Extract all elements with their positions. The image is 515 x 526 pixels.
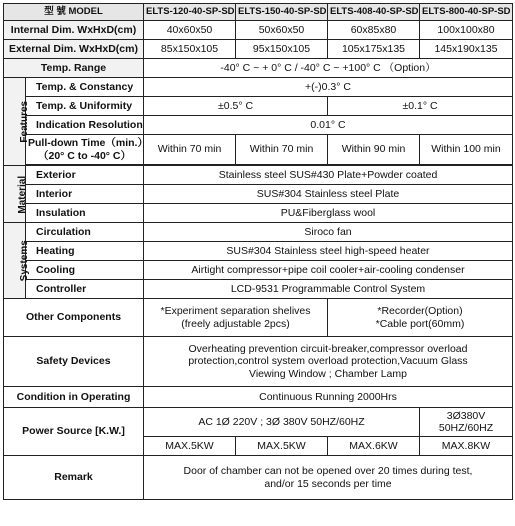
condition-row <box>4 387 513 408</box>
features-group-label <box>4 78 31 166</box>
internal-dim-1: 40x60x50 <box>144 21 236 40</box>
safety-line1: Overheating prevention circuit-breaker,compressor overload <box>188 343 468 356</box>
internal-dim-3: 60x85x80 <box>328 21 420 40</box>
uniformity-row <box>4 97 513 116</box>
pulldown-3: Within 90 min <box>328 135 420 165</box>
remark-row <box>4 456 513 500</box>
safety-line2: protection,control system overload protection,Vacuum Glass <box>188 355 468 368</box>
pulldown-2: Within 70 min <box>236 135 328 165</box>
cooling-label: Cooling <box>26 261 144 280</box>
safety-row <box>4 337 513 387</box>
model-2: ELTS-150-40-SP-SD <box>236 4 328 21</box>
interior-value: SUS#304 Stainless steel Plate <box>144 185 513 204</box>
remark-value <box>144 456 513 500</box>
model-3: ELTS-408-40-SP-SD <box>328 4 420 21</box>
other-components-right <box>328 299 513 337</box>
exterior-value: Stainless steel SUS#430 Plate+Powder coated <box>144 166 513 185</box>
circulation-label: Circulation <box>26 223 144 242</box>
pulldown-1: Within 70 min <box>144 135 236 165</box>
cooling-value: Airtight compressor+pipe coil cooler+air-cooling condenser <box>144 261 513 280</box>
remark-line1: Door of chamber can not be opened over 20 times during test, <box>183 465 473 478</box>
other-components-right-line1: *Recorder(Option) <box>377 305 463 318</box>
power-source-b-line2: 50HZ/60HZ <box>438 422 494 434</box>
power-source-b <box>420 408 513 437</box>
controller-value: LCD-9531 Programmable Control System <box>144 280 513 299</box>
systems-label: Systems <box>18 240 30 282</box>
features-label: Features <box>19 101 31 143</box>
other-components-left <box>144 299 328 337</box>
external-dim-2: 95x150x105 <box>236 40 328 59</box>
external-dim-3: 105x175x135 <box>328 40 420 59</box>
resolution-label: Indication Resolution <box>26 116 144 135</box>
systems-group-label <box>4 223 30 299</box>
internal-dim-4: 100x100x80 <box>420 21 513 40</box>
pulldown-label-line1: Pull-down Time（min.） <box>28 137 148 150</box>
controller-label: Controller <box>26 280 144 299</box>
internal-dim-label: Internal Dim. WxHxD(cm) <box>4 21 144 40</box>
other-components-label: Other Components <box>4 299 144 337</box>
material-group-label <box>4 166 29 223</box>
power-max-3: MAX.6KW <box>328 437 420 456</box>
constancy-value: +(-)0.3° C <box>144 78 513 97</box>
cooling-row <box>4 261 513 280</box>
circulation-value: Siroco fan <box>144 223 513 242</box>
pulldown-row <box>4 135 513 165</box>
header-row <box>4 4 513 21</box>
interior-row <box>4 185 513 204</box>
safety-line3: Viewing Window ; Chamber Lamp <box>249 367 407 380</box>
circulation-row <box>4 223 513 242</box>
power-max-4: MAX.8KW <box>420 437 513 456</box>
exterior-row <box>4 166 513 185</box>
insulation-value: PU&Fiberglass wool <box>144 204 513 223</box>
spec-table <box>3 3 513 500</box>
power-max-1: MAX.5KW <box>144 437 236 456</box>
power-source-row <box>4 408 513 437</box>
external-dim-label: External Dim. WxHxD(cm) <box>4 40 144 59</box>
power-source-b-line1: 3Ø380V <box>446 409 486 422</box>
uniformity-value-b: ±0.1° C <box>328 97 513 116</box>
constancy-row <box>4 78 513 97</box>
pulldown-4: Within 100 min <box>420 135 513 165</box>
safety-label: Safety Devices <box>4 337 144 387</box>
other-components-left-line1: *Experiment separation shelives <box>160 305 311 318</box>
model-4: ELTS-800-40-SP-SD <box>420 4 513 21</box>
internal-dim-row <box>4 21 513 40</box>
spec-sheet <box>3 3 512 523</box>
insulation-label: Insulation <box>26 204 144 223</box>
external-dim-1: 85x150x105 <box>144 40 236 59</box>
controller-row <box>4 280 513 299</box>
power-source-a: AC 1Ø 220V ; 3Ø 380V 50HZ/60HZ <box>144 408 420 437</box>
condition-value: Continuous Running 2000Hrs <box>144 387 513 408</box>
power-label: Power Source [K.W.] <box>4 408 144 456</box>
other-components-row <box>4 299 513 337</box>
other-components-right-line2: *Cable port(60mm) <box>375 317 465 330</box>
temp-range-value: -40° C ~ + 0° C / -40° C ~ +100° C （Option） <box>144 59 513 78</box>
model-1: ELTS-120-40-SP-SD <box>144 4 236 21</box>
uniformity-value-a: ±0.5° C <box>144 97 328 116</box>
resolution-value: 0.01° C <box>144 116 513 135</box>
remark-label: Remark <box>4 456 144 500</box>
pulldown-label <box>26 135 148 165</box>
external-dim-4: 145x190x135 <box>420 40 513 59</box>
constancy-label: Temp. & Constancy <box>26 78 144 97</box>
temp-range-row <box>4 59 513 78</box>
external-dim-row <box>4 40 513 59</box>
insulation-row <box>4 204 513 223</box>
temp-range-label: Temp. Range <box>4 59 144 78</box>
power-max-2: MAX.5KW <box>236 437 328 456</box>
condition-label: Condition in Operating <box>4 387 144 408</box>
exterior-label: Exterior <box>26 166 144 185</box>
safety-value <box>144 337 513 387</box>
model-label: 型 號 MODEL <box>4 4 144 21</box>
heating-row <box>4 242 513 261</box>
material-label: Material <box>17 175 29 214</box>
internal-dim-2: 50x60x50 <box>236 21 328 40</box>
resolution-row <box>4 116 513 135</box>
heating-label: Heating <box>26 242 144 261</box>
pulldown-label-line2: （20° C to -40° C） <box>38 149 131 162</box>
other-components-left-line2: (freely adjustable 2pcs) <box>181 317 290 330</box>
remark-line2: and/or 15 seconds per time <box>264 477 392 490</box>
uniformity-label: Temp. & Uniformity <box>26 97 144 116</box>
interior-label: Interior <box>26 185 144 204</box>
heating-value: SUS#304 Stainless steel high-speed heater <box>144 242 513 261</box>
